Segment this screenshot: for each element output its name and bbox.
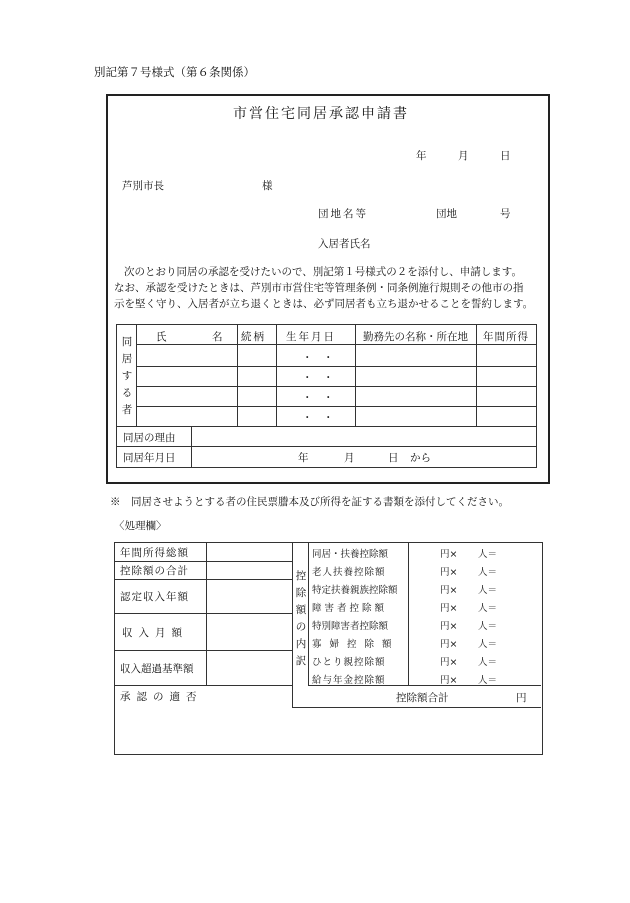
people-eq-7: 人＝ <box>478 657 498 668</box>
header-name-a: 氏 <box>156 331 167 343</box>
reason-label: 同居の理由 <box>123 432 176 444</box>
header-income: 年間所得 <box>483 331 529 343</box>
cohabit-month: 月 <box>344 452 355 464</box>
people-eq-5: 人＝ <box>478 621 498 632</box>
deduction-7: ひとり親控除額 <box>312 657 386 668</box>
header-name-b: 名 <box>212 331 223 343</box>
people-eq-6: 人＝ <box>478 639 498 650</box>
people-eq-2: 人＝ <box>478 567 498 578</box>
number-suffix: 号 <box>500 208 511 220</box>
deduction-total-label: 控除額合計 <box>396 692 449 704</box>
deduction-6: 寡婦控除額 <box>312 639 400 650</box>
cohabit-date-label: 同居年月日 <box>123 452 176 464</box>
deduction-total-unit: 円 <box>516 692 527 704</box>
deduction-8: 給与年金控除額 <box>312 675 386 686</box>
cohabit-year: 年 <box>298 452 309 464</box>
cohabit-day: 日 <box>388 452 399 464</box>
birth-dots-row-4: ・ ・ <box>302 412 334 424</box>
deduction-2: 老人扶養控除額 <box>312 567 386 578</box>
yen-x-1: 円× <box>440 549 458 560</box>
left-row-4: 収入月額 <box>122 627 188 639</box>
yen-x-3: 円× <box>440 585 458 596</box>
people-eq-8: 人＝ <box>478 675 498 686</box>
body-line-3: 示を堅く守り、入居者が立ち退くときは、必ず同居者も立ち退かせることを誓約します。 <box>114 298 534 310</box>
addressee-name: 芦別市長 <box>122 180 164 192</box>
yen-x-7: 円× <box>440 657 458 668</box>
danchi-label: 団地名等 <box>318 208 368 220</box>
form-title: 市営住宅同居承認申請書 <box>233 106 409 122</box>
addressee-honorific: 様 <box>262 180 273 192</box>
date-month-label: 月 <box>458 150 469 162</box>
yen-x-8: 円× <box>440 675 458 686</box>
birth-dots-row-3: ・ ・ <box>302 392 334 404</box>
birth-dots-row-2: ・ ・ <box>302 372 334 384</box>
cohabitant-side-label: 同 居 す る 者 <box>121 336 133 416</box>
form-id: 別記第７号様式（第６条関係） <box>94 65 255 79</box>
yen-x-5: 円× <box>440 621 458 632</box>
people-eq-1: 人＝ <box>478 549 498 560</box>
danchi-suffix: 団地 <box>436 208 457 220</box>
date-year-label: 年 <box>416 150 427 162</box>
cohabit-from: から <box>410 452 431 464</box>
deduction-1: 同居・扶養控除額 <box>312 549 389 560</box>
birth-dots-row-1: ・ ・ <box>302 352 334 364</box>
resident-label: 入居者氏名 <box>318 238 371 250</box>
body-line-2: なお、承認を受けたときは、芦別市市営住宅等管理条例・同条例施行規則その他市の指 <box>114 282 524 294</box>
yen-x-2: 円× <box>440 567 458 578</box>
yen-x-6: 円× <box>440 639 458 650</box>
people-eq-3: 人＝ <box>478 585 498 596</box>
left-row-1: 年間所得総額 <box>120 547 189 559</box>
processing-label: 〈処理欄〉 <box>114 520 167 532</box>
header-work: 勤務先の名称・所在地 <box>363 331 468 343</box>
body-line-1: 次のとおり同居の承認を受けたいので、別記第１号様式の２を添付し、申請します。 <box>124 266 522 278</box>
attachment-note: ※ 同居させようとする者の住民票謄本及び所得を証する書類を添付してください。 <box>110 496 509 508</box>
deduction-3: 特定扶養親族控除額 <box>312 585 398 596</box>
deduction-side-label: 控 除 額 の 内 訳 <box>295 570 307 667</box>
deduction-4: 障害者控除額 <box>312 603 388 614</box>
left-row-2: 控除額の合計 <box>120 565 189 577</box>
left-row-3: 認定収入年額 <box>120 591 189 603</box>
people-eq-4: 人＝ <box>478 603 498 614</box>
header-birth: 生年月日 <box>286 331 336 343</box>
left-row-5: 収入超過基準額 <box>120 663 194 675</box>
yen-x-4: 円× <box>440 603 458 614</box>
header-relation: 続柄 <box>241 331 266 343</box>
deduction-5: 特別障害者控除額 <box>312 621 389 632</box>
approval-label: 承認の適否 <box>120 691 203 703</box>
date-day-label: 日 <box>500 150 511 162</box>
